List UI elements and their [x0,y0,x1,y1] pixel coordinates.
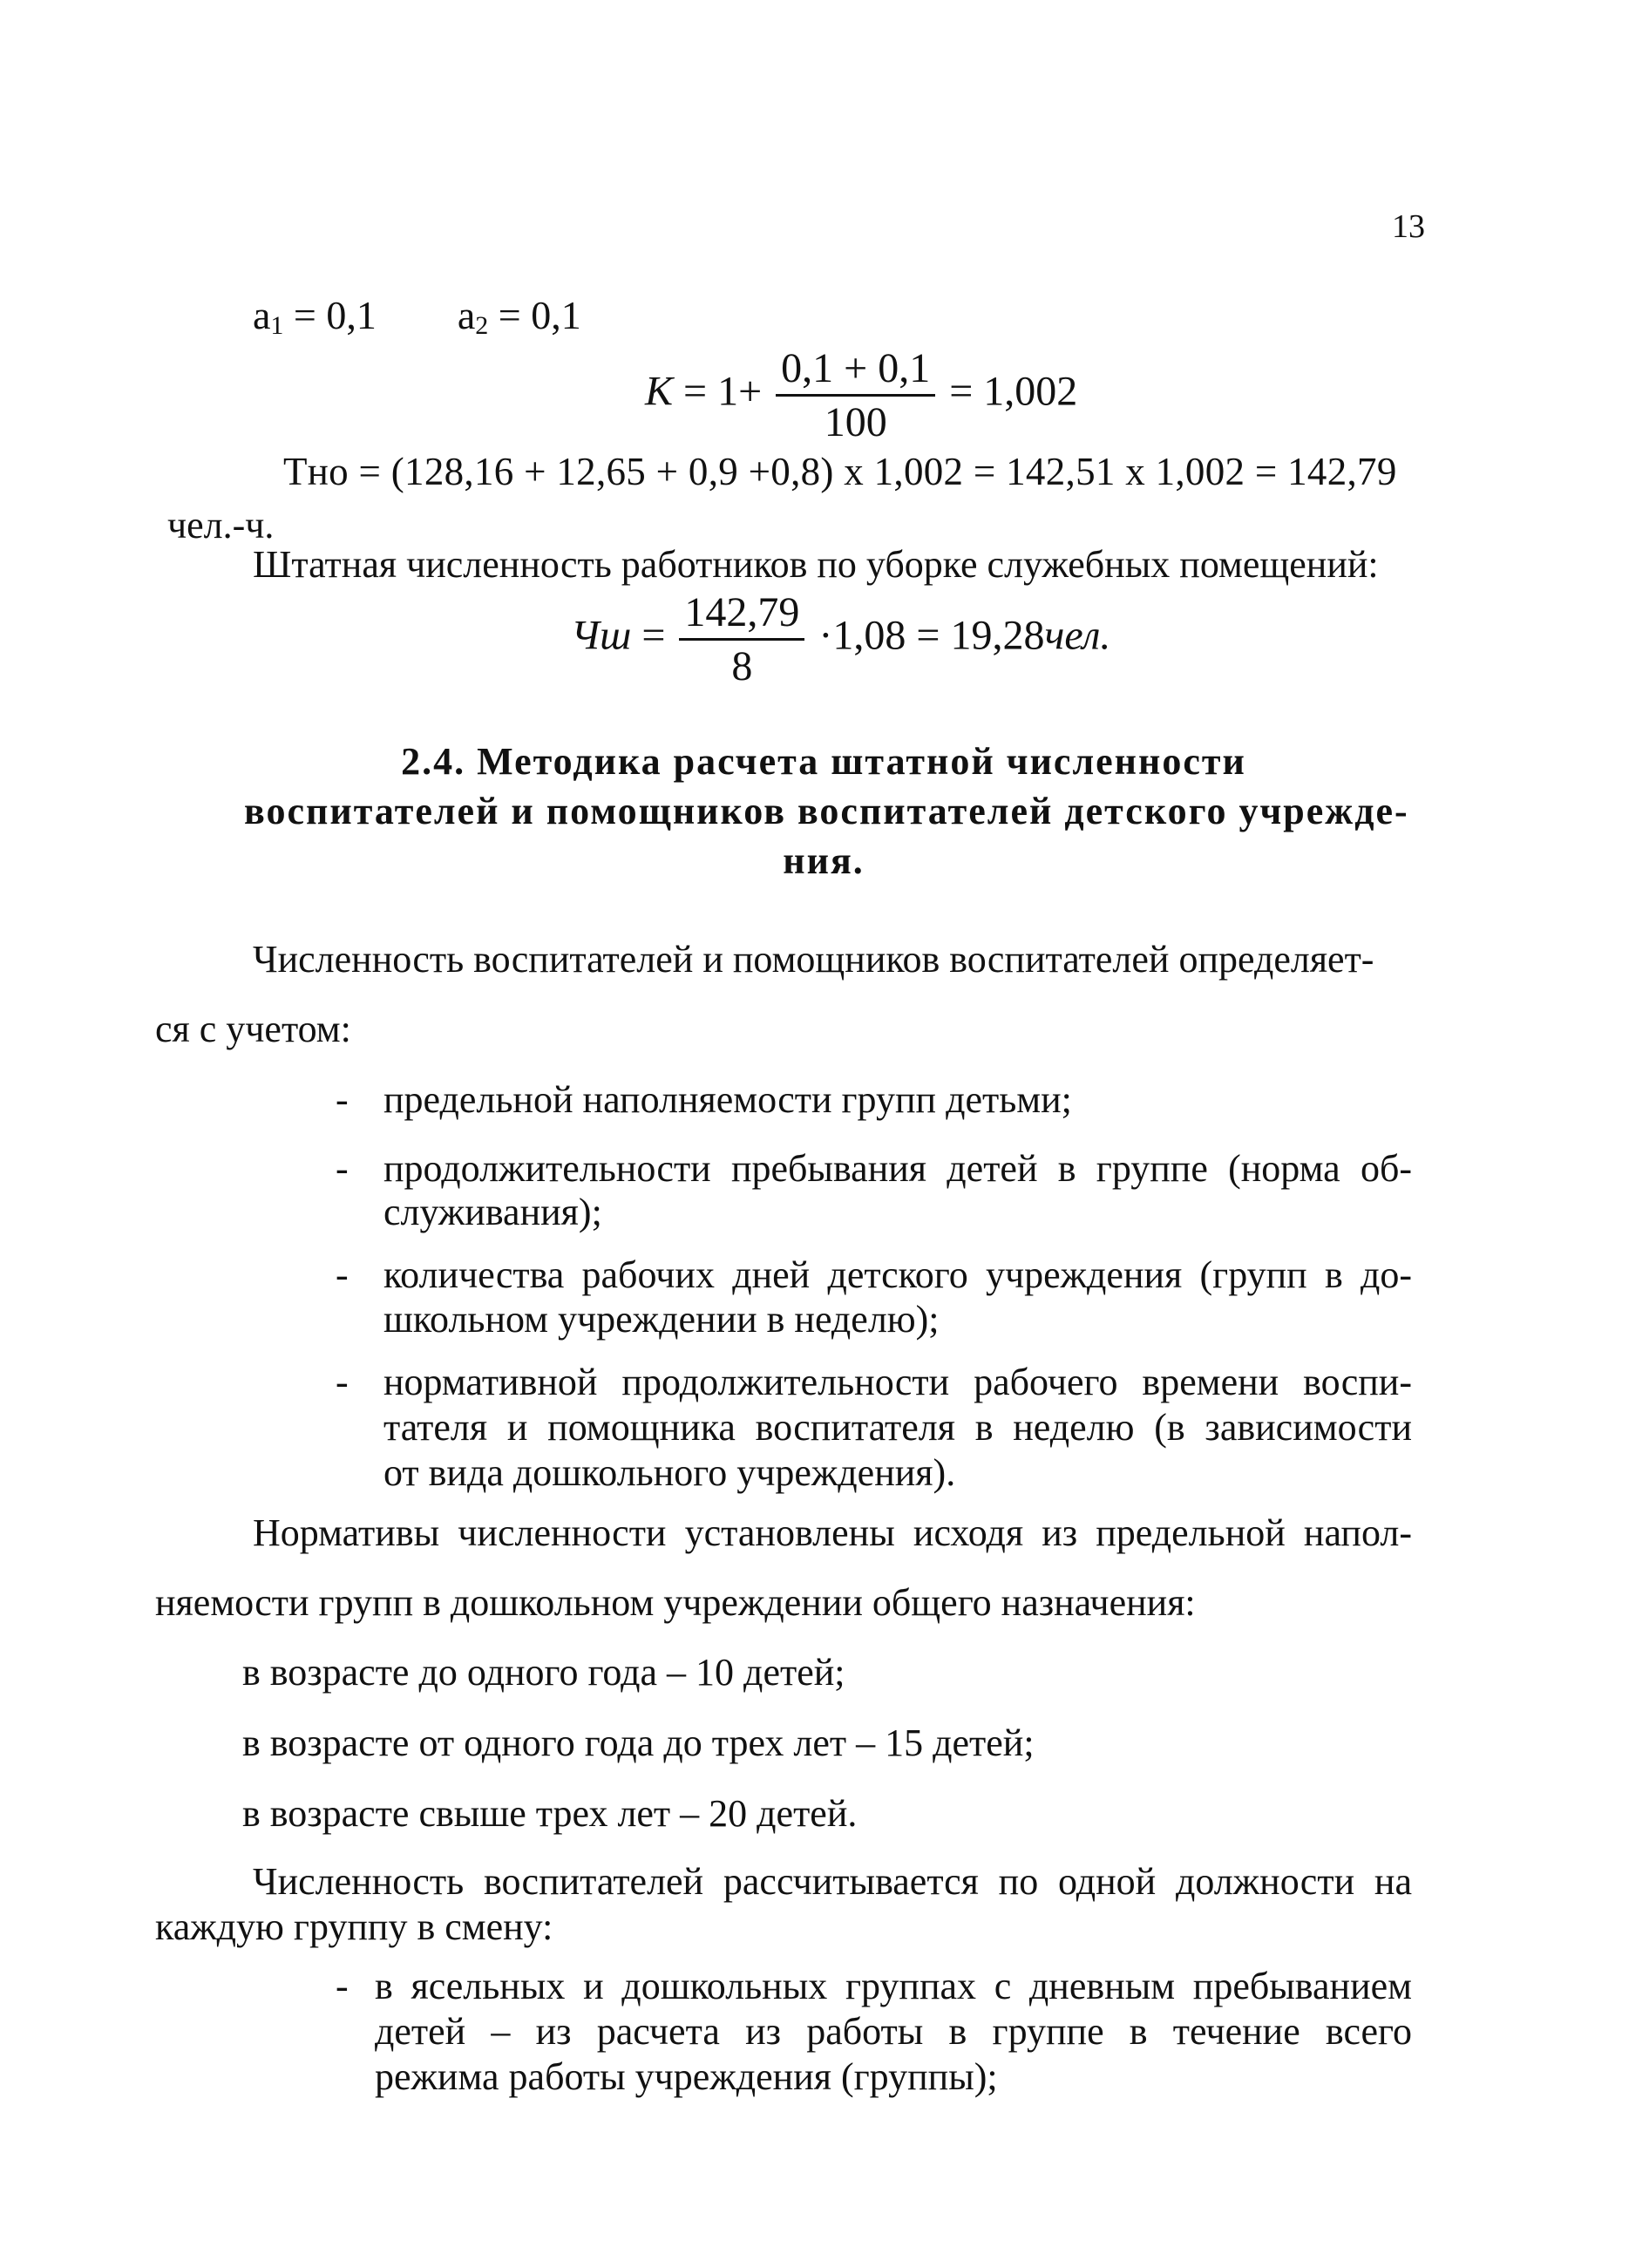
tno-calculation: Тно = (128,16 + 12,65 + 0,9 +0,8) х 1,002 = 142,51 х 1,002 = 142,79 [283,450,1397,493]
intro-paragraph-line-2: ся с учетом: [155,1008,351,1050]
list-item: продолжительности пребывания детей в группе (норма об- [383,1147,1412,1190]
formula-k [645,344,1077,446]
formula-chsh-numerator: 142,79 [684,589,800,635]
a1-value: = 0,1 [293,293,377,337]
section-heading-line-2: воспитателей и помощников воспитателей детского учрежде- [244,790,1409,832]
formula-k-denominator: 100 [776,394,935,446]
formula-chsh-rest: ·1,08 = 19,28 [818,612,1045,659]
formula-chsh-denominator: 8 [679,638,804,690]
staff-intro: Штатная численность работников по уборке служебных помещений: [253,543,1379,586]
formula-chsh-lhs: Чш [571,612,632,659]
educators-paragraph-line-1: Численность воспитателей рассчитывается по одной должности на [253,1860,1412,1903]
page-number: 13 [1392,208,1425,245]
formula-chsh-unit: чел. [1044,612,1111,659]
a2-name: a [457,293,476,337]
formula-chsh-eq: = [641,612,666,659]
norms-paragraph-line-2: няемости групп в дошкольном учреждении общего назначения: [155,1581,1196,1624]
list-item: количества рабочих дней детского учреждения (групп в до- [383,1253,1412,1296]
list-item-continuation: от вида дошкольного учреждения). [383,1451,956,1494]
list-item-continuation: школьном учреждении в неделю); [383,1298,940,1341]
age-norm-item: в возрасте от одного года до трех лет – 15 детей; [242,1721,1035,1764]
tno-unit: чел.-ч. [167,504,275,547]
section-heading-line-3: ния. [783,839,865,882]
a1-subscript: 1 [270,311,284,340]
formula-k-result: = 1,002 [949,368,1078,415]
age-norm-item: в возрасте до одного года – 10 детей; [242,1651,845,1694]
section-heading-line-1: 2.4. Методика расчета штатной численности [401,740,1246,783]
norms-paragraph-line-1: Нормативы численности установлены исходя из предельной напол- [253,1511,1412,1554]
list-item: в ясельных и дошкольных группах с дневным пребыванием [375,1965,1412,2007]
formula-k-one-plus: = 1+ [683,368,763,415]
formula-chsh-fraction [679,588,804,690]
list-bullet: - [336,1253,349,1296]
list-item-continuation: служивания); [383,1191,602,1233]
formula-k-numerator: 0,1 + 0,1 [781,345,931,391]
intro-paragraph-line-1: Численность воспитателей и помощников воспитателей определяет- [253,938,1374,981]
list-bullet: - [336,1147,349,1190]
formula-k-lhs: K [645,368,674,415]
list-bullet: - [336,1965,349,2007]
formula-k-fraction [776,344,935,446]
age-norm-item: в возрасте свыше трех лет – 20 детей. [242,1792,858,1835]
list-item: нормативной продолжительности рабочего времени воспи- [383,1361,1412,1403]
list-item-continuation: тателя и помощника воспитателя в неделю (в зависимости [383,1406,1412,1449]
list-item-continuation: режима работы учреждения (группы); [375,2055,998,2098]
list-bullet: - [336,1361,349,1403]
a2-value: = 0,1 [498,293,581,337]
list-bullet: - [336,1078,349,1121]
a1-name: a [253,293,271,337]
a2-subscript: 2 [475,311,489,340]
list-item: предельной наполняемости групп детьми; [383,1078,1072,1121]
formula-chsh [571,588,1110,690]
list-item-continuation: детей – из расчета из работы в группе в течение всего [375,2010,1412,2053]
educators-paragraph-line-2: каждую группу в смену: [155,1905,553,1948]
parameters-line [253,292,581,341]
